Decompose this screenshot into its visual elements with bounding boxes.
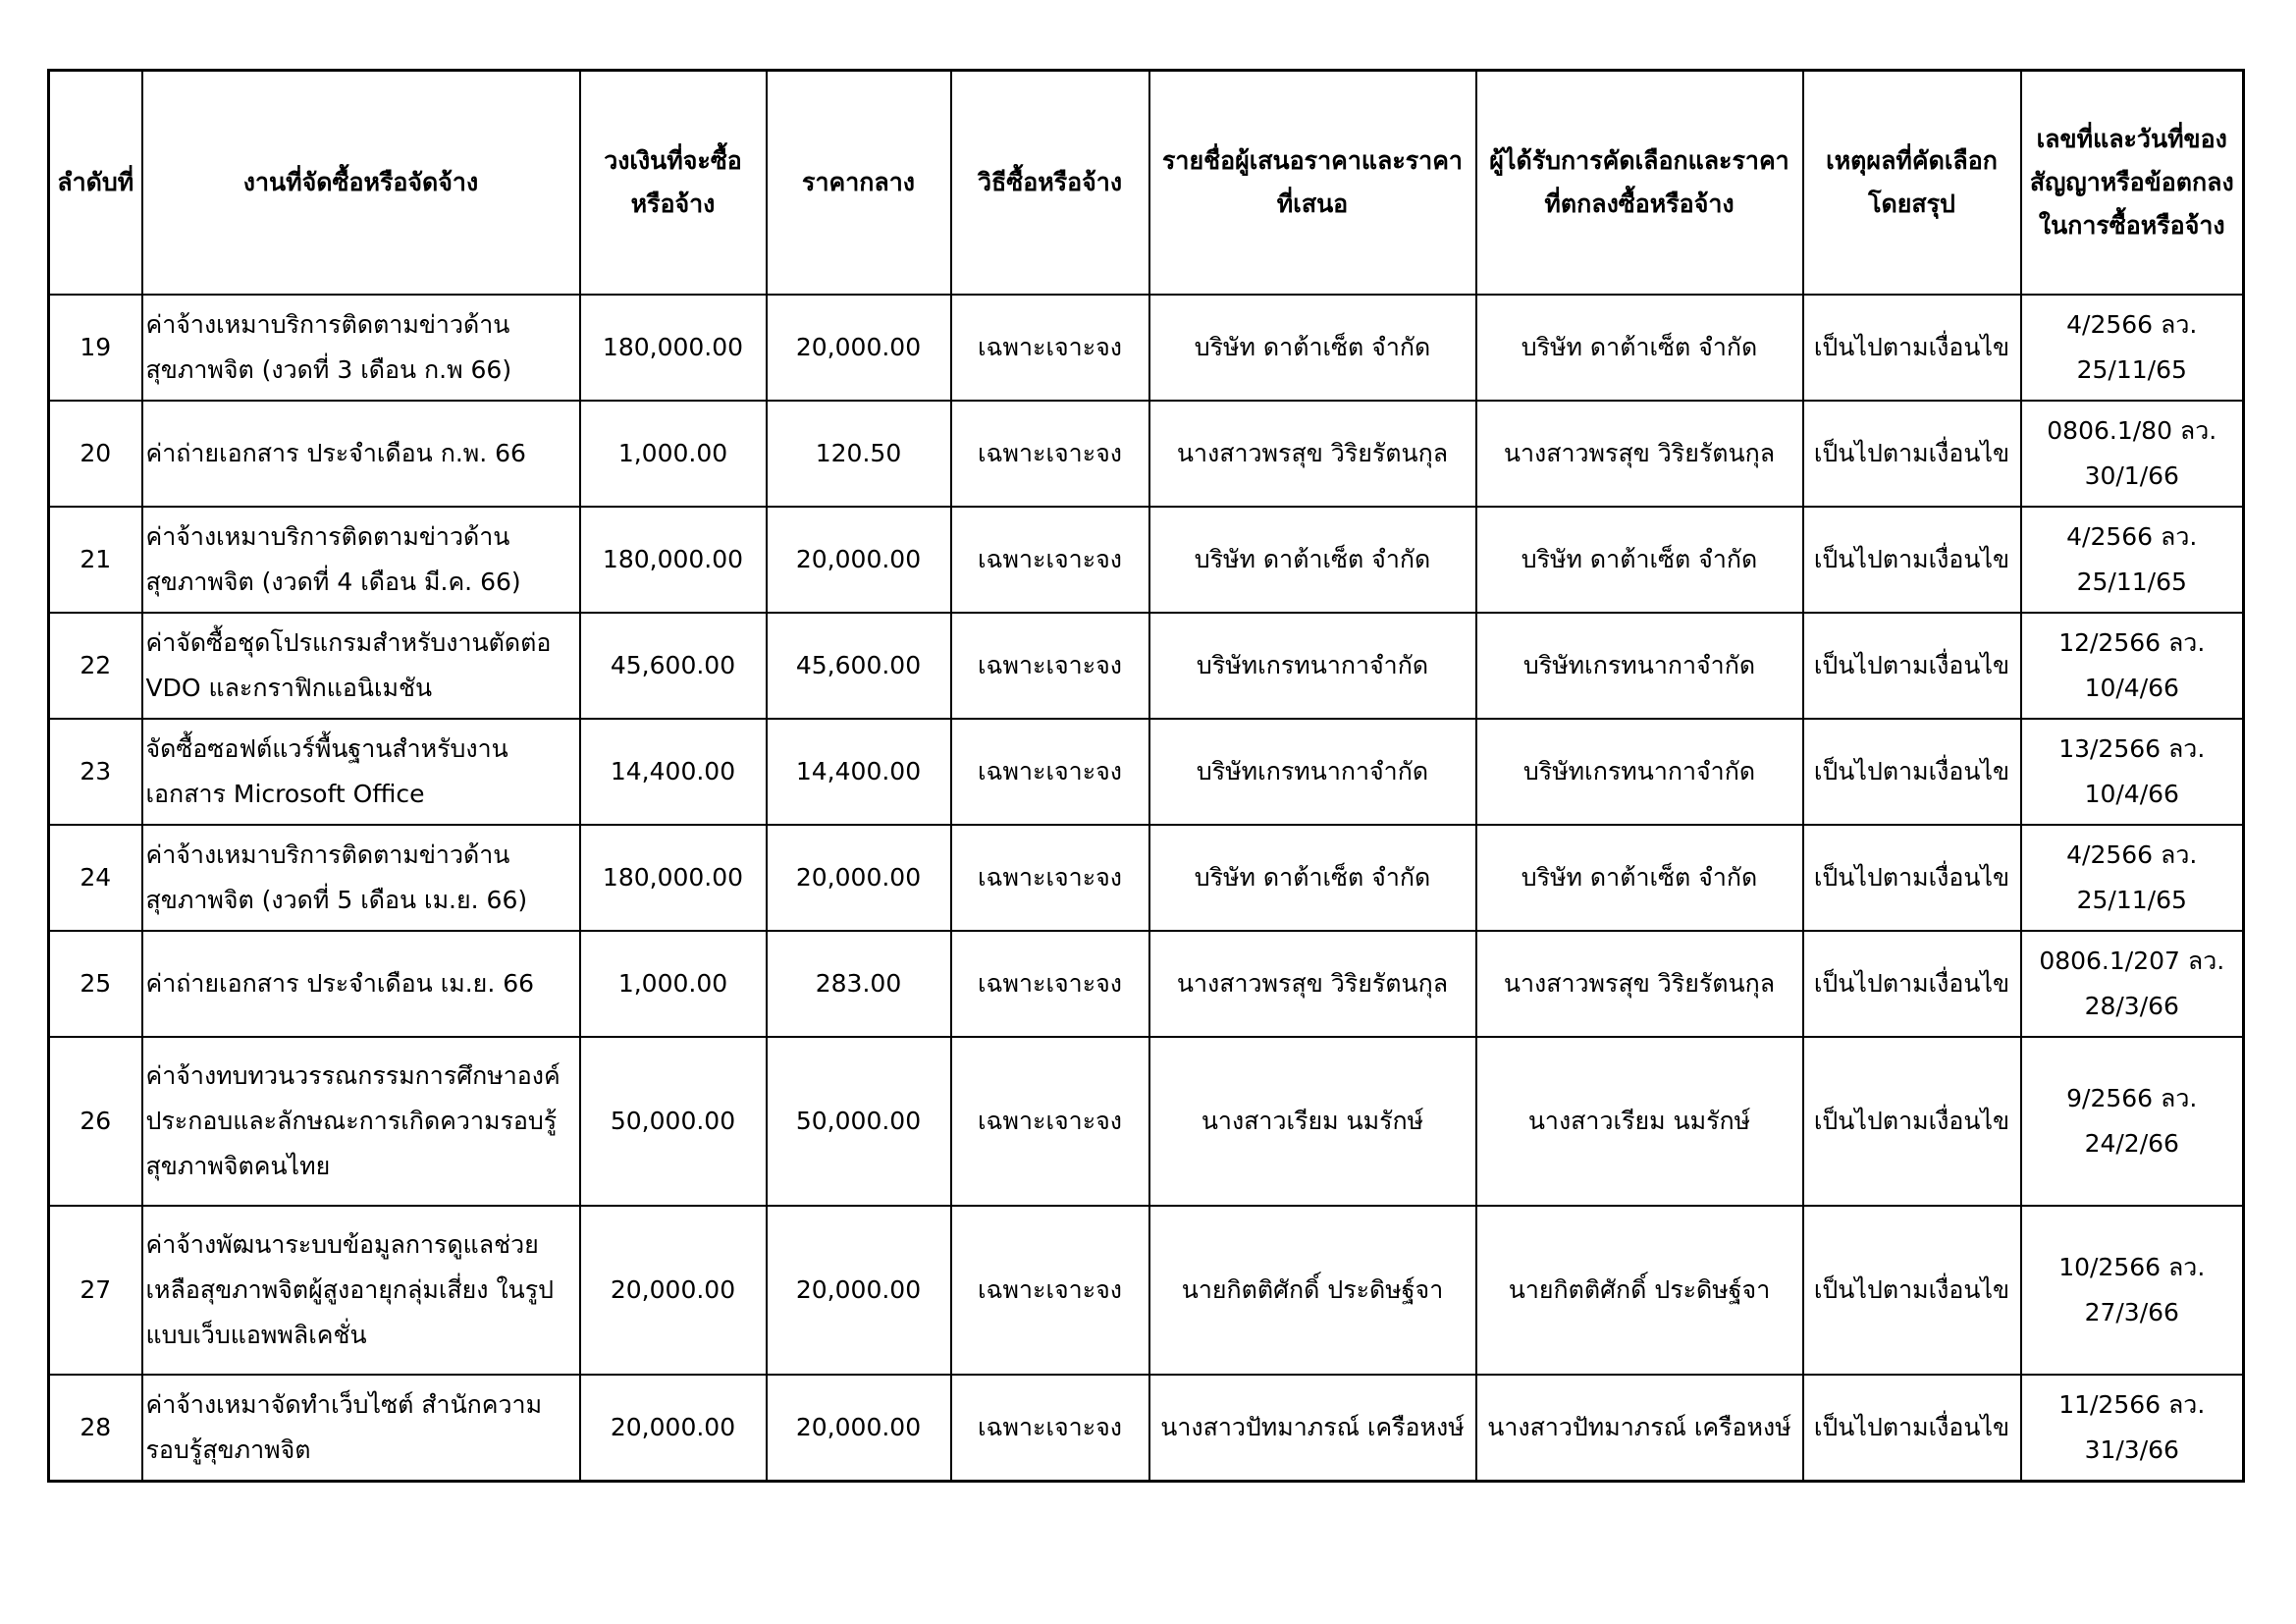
cell-bidders: บริษัทเกรทนากาจำกัด (1149, 719, 1476, 825)
cell-contract: 4/2566 ลว. 25/11/65 (2021, 295, 2244, 401)
cell-reason: เป็นไปตามเงื่อนไข (1803, 1037, 2021, 1206)
cell-method: เฉพาะเจาะจง (951, 931, 1149, 1037)
header-contract: เลขที่และวันที่ของสัญญาหรือข้อตกลงในการซื้อหรือจ้าง (2021, 71, 2244, 296)
header-task: งานที่จัดซื้อหรือจัดจ้าง (142, 71, 580, 296)
cell-median-price: 20,000.00 (767, 1206, 951, 1375)
procurement-table (47, 69, 2245, 1483)
cell-bidders: บริษัท ดาต้าเซ็ต จำกัด (1149, 825, 1476, 931)
cell-selected: นางสาวพรสุข วิริยรัตนกุล (1476, 931, 1803, 1037)
cell-no: 22 (49, 613, 142, 719)
cell-task: ค่าจ้างเหมาบริการติดตามข่าวด้านสุขภาพจิต (งวดที่ 3 เดือน ก.พ 66) (142, 295, 580, 401)
cell-reason: เป็นไปตามเงื่อนไข (1803, 719, 2021, 825)
cell-reason: เป็นไปตามเงื่อนไข (1803, 507, 2021, 613)
cell-selected: บริษัท ดาต้าเซ็ต จำกัด (1476, 825, 1803, 931)
cell-no: 21 (49, 507, 142, 613)
table-row (49, 825, 2244, 931)
cell-reason: เป็นไปตามเงื่อนไข (1803, 1206, 2021, 1375)
cell-reason: เป็นไปตามเงื่อนไข (1803, 1375, 2021, 1482)
cell-no: 23 (49, 719, 142, 825)
cell-contract: 12/2566 ลว. 10/4/66 (2021, 613, 2244, 719)
cell-median-price: 20,000.00 (767, 825, 951, 931)
cell-reason: เป็นไปตามเงื่อนไข (1803, 931, 2021, 1037)
cell-method: เฉพาะเจาะจง (951, 295, 1149, 401)
cell-budget: 20,000.00 (580, 1375, 767, 1482)
cell-reason: เป็นไปตามเงื่อนไข (1803, 295, 2021, 401)
cell-budget: 20,000.00 (580, 1206, 767, 1375)
cell-reason: เป็นไปตามเงื่อนไข (1803, 825, 2021, 931)
cell-budget: 1,000.00 (580, 401, 767, 507)
table-row (49, 507, 2244, 613)
cell-budget: 180,000.00 (580, 507, 767, 613)
cell-budget: 50,000.00 (580, 1037, 767, 1206)
cell-bidders: บริษัท ดาต้าเซ็ต จำกัด (1149, 295, 1476, 401)
table-row (49, 719, 2244, 825)
cell-selected: บริษัทเกรทนากาจำกัด (1476, 719, 1803, 825)
cell-bidders: นางสาวพรสุข วิริยรัตนกุล (1149, 401, 1476, 507)
header-bidders: รายชื่อผู้เสนอราคาและราคาที่เสนอ (1149, 71, 1476, 296)
cell-budget: 1,000.00 (580, 931, 767, 1037)
table-row (49, 613, 2244, 719)
cell-method: เฉพาะเจาะจง (951, 1206, 1149, 1375)
header-median-price: ราคากลาง (767, 71, 951, 296)
cell-task: ค่าถ่ายเอกสาร ประจำเดือน เม.ย. 66 (142, 931, 580, 1037)
cell-no: 19 (49, 295, 142, 401)
cell-selected: นางสาวปัทมาภรณ์ เครือหงษ์ (1476, 1375, 1803, 1482)
cell-contract: 10/2566 ลว. 27/3/66 (2021, 1206, 2244, 1375)
cell-median-price: 45,600.00 (767, 613, 951, 719)
cell-selected: นางสาวเรียม นมรักษ์ (1476, 1037, 1803, 1206)
cell-task: ค่าจ้างพัฒนาระบบข้อมูลการดูแลช่วยเหลือสุขภาพจิตผู้สูงอายุกลุ่มเสี่ยง ในรูปแบบเว็บแอพพลิเคชั่น (142, 1206, 580, 1375)
cell-no: 27 (49, 1206, 142, 1375)
cell-contract: 9/2566 ลว. 24/2/66 (2021, 1037, 2244, 1206)
cell-no: 26 (49, 1037, 142, 1206)
cell-selected: นายกิตติศักดิ์ ประดิษฐ์จา (1476, 1206, 1803, 1375)
cell-contract: 0806.1/207 ลว. 28/3/66 (2021, 931, 2244, 1037)
cell-task: ค่าจ้างทบทวนวรรณกรรมการศึกษาองค์ประกอบและลักษณะการเกิดความรอบรู้สุขภาพจิตคนไทย (142, 1037, 580, 1206)
cell-bidders: บริษัท ดาต้าเซ็ต จำกัด (1149, 507, 1476, 613)
header-budget: วงเงินที่จะซื้อหรือจ้าง (580, 71, 767, 296)
table-row (49, 1375, 2244, 1482)
cell-contract: 0806.1/80 ลว. 30/1/66 (2021, 401, 2244, 507)
cell-selected: บริษัท ดาต้าเซ็ต จำกัด (1476, 295, 1803, 401)
header-method: วิธีซื้อหรือจ้าง (951, 71, 1149, 296)
cell-contract: 13/2566 ลว. 10/4/66 (2021, 719, 2244, 825)
cell-budget: 180,000.00 (580, 295, 767, 401)
cell-reason: เป็นไปตามเงื่อนไข (1803, 401, 2021, 507)
cell-no: 25 (49, 931, 142, 1037)
table-row (49, 1206, 2244, 1375)
table-row (49, 931, 2244, 1037)
table-row (49, 295, 2244, 401)
cell-method: เฉพาะเจาะจง (951, 507, 1149, 613)
header-selected: ผู้ได้รับการคัดเลือกและราคาที่ตกลงซื้อหรือจ้าง (1476, 71, 1803, 296)
cell-contract: 4/2566 ลว. 25/11/65 (2021, 507, 2244, 613)
cell-reason: เป็นไปตามเงื่อนไข (1803, 613, 2021, 719)
cell-bidders: บริษัทเกรทนากาจำกัด (1149, 613, 1476, 719)
table-row (49, 1037, 2244, 1206)
cell-task: ค่าจ้างเหมาจัดทำเว็บไซต์ สำนักความรอบรู้สุขภาพจิต (142, 1375, 580, 1482)
table-body (49, 295, 2244, 1482)
cell-task: ค่าถ่ายเอกสาร ประจำเดือน ก.พ. 66 (142, 401, 580, 507)
table-row (49, 401, 2244, 507)
cell-method: เฉพาะเจาะจง (951, 719, 1149, 825)
cell-selected: นางสาวพรสุข วิริยรัตนกุล (1476, 401, 1803, 507)
cell-selected: บริษัท ดาต้าเซ็ต จำกัด (1476, 507, 1803, 613)
cell-bidders: นางสาวปัทมาภรณ์ เครือหงษ์ (1149, 1375, 1476, 1482)
header-row (49, 71, 2244, 296)
cell-method: เฉพาะเจาะจง (951, 613, 1149, 719)
cell-median-price: 14,400.00 (767, 719, 951, 825)
cell-no: 28 (49, 1375, 142, 1482)
cell-method: เฉพาะเจาะจง (951, 825, 1149, 931)
cell-task: จัดซื้อซอฟต์แวร์พื้นฐานสำหรับงานเอกสาร Microsoft Office (142, 719, 580, 825)
cell-task: ค่าจัดซื้อชุดโปรแกรมสำหรับงานตัดต่อ VDO และกราฟิกแอนิเมชัน (142, 613, 580, 719)
cell-contract: 11/2566 ลว. 31/3/66 (2021, 1375, 2244, 1482)
cell-method: เฉพาะเจาะจง (951, 1037, 1149, 1206)
cell-task: ค่าจ้างเหมาบริการติดตามข่าวด้านสุขภาพจิต (งวดที่ 4 เดือน มี.ค. 66) (142, 507, 580, 613)
cell-method: เฉพาะเจาะจง (951, 1375, 1149, 1482)
header-no: ลำดับที่ (49, 71, 142, 296)
header-reason: เหตุผลที่คัดเลือกโดยสรุป (1803, 71, 2021, 296)
cell-no: 20 (49, 401, 142, 507)
cell-median-price: 120.50 (767, 401, 951, 507)
cell-bidders: นางสาวเรียม นมรักษ์ (1149, 1037, 1476, 1206)
cell-method: เฉพาะเจาะจง (951, 401, 1149, 507)
table-header (49, 71, 2244, 296)
cell-budget: 14,400.00 (580, 719, 767, 825)
cell-bidders: นางสาวพรสุข วิริยรัตนกุล (1149, 931, 1476, 1037)
cell-no: 24 (49, 825, 142, 931)
cell-median-price: 20,000.00 (767, 507, 951, 613)
cell-median-price: 20,000.00 (767, 295, 951, 401)
cell-bidders: นายกิตติศักดิ์ ประดิษฐ์จา (1149, 1206, 1476, 1375)
cell-median-price: 20,000.00 (767, 1375, 951, 1482)
cell-median-price: 283.00 (767, 931, 951, 1037)
cell-task: ค่าจ้างเหมาบริการติดตามข่าวด้านสุขภาพจิต (งวดที่ 5 เดือน เม.ย. 66) (142, 825, 580, 931)
cell-selected: บริษัทเกรทนากาจำกัด (1476, 613, 1803, 719)
cell-budget: 180,000.00 (580, 825, 767, 931)
cell-contract: 4/2566 ลว. 25/11/65 (2021, 825, 2244, 931)
document-page (47, 69, 2242, 1483)
cell-budget: 45,600.00 (580, 613, 767, 719)
cell-median-price: 50,000.00 (767, 1037, 951, 1206)
